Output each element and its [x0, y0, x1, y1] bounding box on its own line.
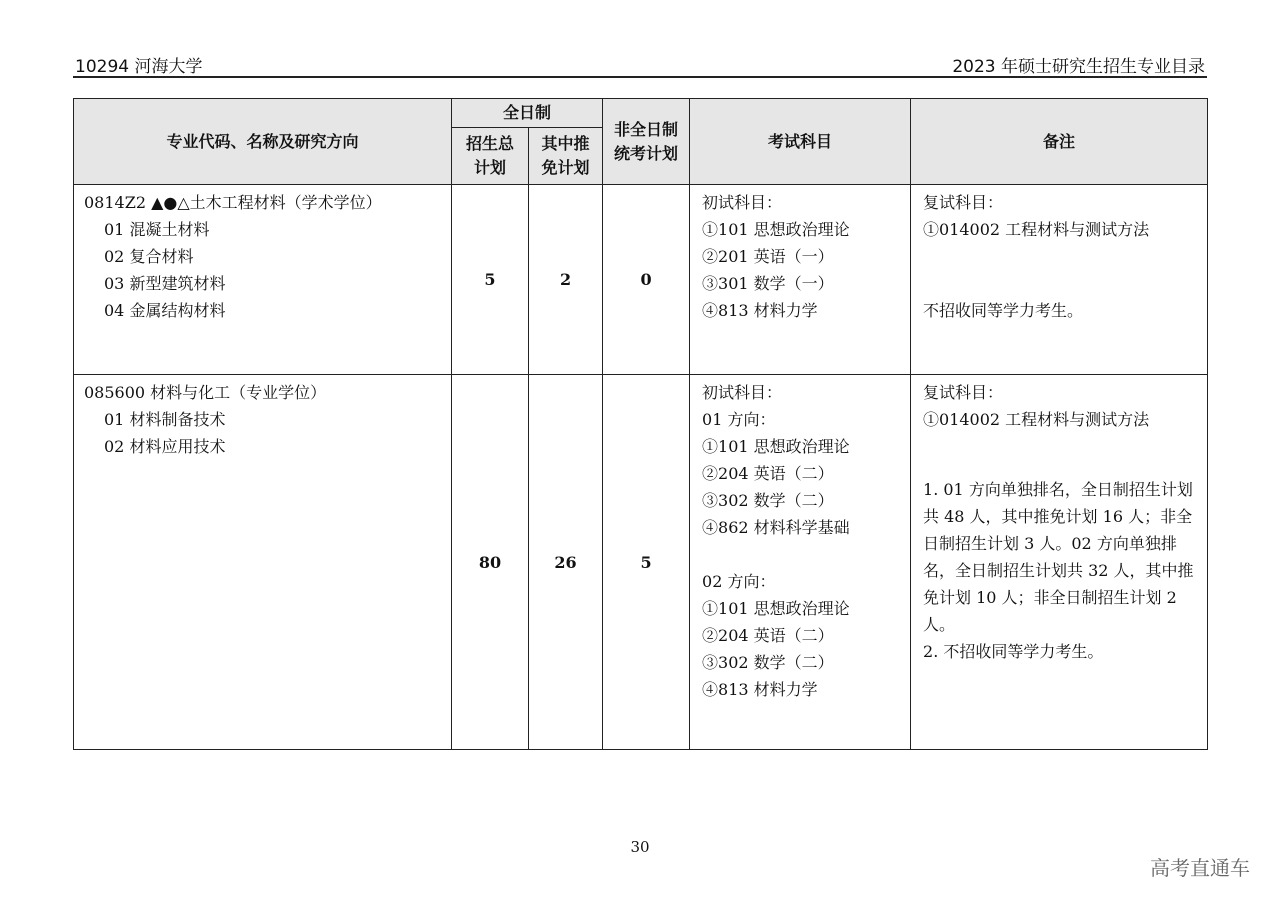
university-name: 10294 河海大学: [75, 57, 203, 77]
exam-cell: [690, 375, 911, 750]
direction-item: 03 新型建筑材料: [104, 274, 226, 293]
exam-line: ③302 数学（二）: [702, 491, 834, 510]
total-plan-value: 5: [452, 185, 529, 375]
notes-title: 复试科目：: [923, 193, 1004, 212]
page-header: [73, 50, 1207, 78]
exam-line: ③301 数学（一）: [702, 274, 834, 293]
exam-line: ④813 材料力学: [702, 301, 818, 320]
direction-item: 01 材料制备技术: [104, 410, 226, 429]
header-exempt-line1: 其中推: [541, 134, 590, 153]
table-row: [74, 185, 1208, 375]
exam-line: ④813 材料力学: [702, 680, 818, 699]
exam-line: ②201 英语（一）: [702, 247, 834, 266]
exam-line: 01 方向：: [702, 410, 776, 429]
notes-paragraph: 2. 不招收同等学力考生。: [923, 642, 1104, 661]
header-row-1: [74, 99, 1208, 128]
major-cell: [74, 375, 452, 750]
parttime-plan-value: 0: [603, 185, 690, 375]
exam-line: 初试科目：: [702, 193, 783, 212]
watermark: 高考直通车: [1150, 856, 1250, 880]
exam-line: ①101 思想政治理论: [702, 437, 850, 456]
header-total-line1: 招生总: [465, 134, 514, 153]
direction-item: 02 材料应用技术: [104, 437, 226, 456]
notes-title: 复试科目：: [923, 383, 1004, 402]
header-parttime: [603, 99, 690, 185]
exam-line: 初试科目：: [702, 383, 783, 402]
total-plan-value: 80: [452, 375, 529, 750]
header-parttime-line1: 非全日制: [614, 119, 679, 139]
header-exempt-line2: 免计划: [541, 158, 590, 177]
direction-item: 02 复合材料: [104, 247, 194, 266]
major-title: 0814Z2 ▲●△土木工程材料（学术学位）: [84, 193, 382, 212]
header-exam: 考试科目: [690, 99, 911, 185]
notes-cell: [911, 375, 1208, 750]
direction-item: 04 金属结构材料: [104, 301, 226, 320]
header-total-line2: 计划: [473, 158, 506, 177]
parttime-plan-value: 5: [603, 375, 690, 750]
table-row: [74, 375, 1208, 750]
exam-line: ①101 思想政治理论: [702, 599, 850, 618]
major-title: 085600 材料与化工（专业学位）: [84, 383, 327, 402]
exam-line: ②204 英语（二）: [702, 464, 834, 483]
notes-paragraph: 1. 01 方向单独排名，全日制招生计划共 48 人，其中推免计划 16 人；非全日制招生计划 3 人。02 方向单独排名，全日制招生计划共 32 人，其中推免计划 10 人；非全日制招生计划 2 人。: [923, 480, 1194, 634]
notes-extra: 不招收同等学力考生。: [923, 301, 1084, 320]
notes-cell: [911, 185, 1208, 375]
notes-retest: ①014002 工程材料与测试方法: [923, 410, 1150, 429]
notes-retest: ①014002 工程材料与测试方法: [923, 220, 1150, 239]
admissions-table: [73, 98, 1208, 750]
major-cell: [74, 185, 452, 375]
exam-cell: [690, 185, 911, 375]
page-number: 30: [630, 838, 650, 856]
exempt-plan-value: 26: [529, 375, 603, 750]
header-fulltime: 全日制: [452, 99, 603, 128]
header-total-plan: [452, 128, 529, 185]
header-exempt-plan: [529, 128, 603, 185]
exam-line: ④862 材料科学基础: [702, 518, 850, 537]
direction-item: 01 混凝土材料: [104, 220, 210, 239]
exam-line: ③302 数学（二）: [702, 653, 834, 672]
exam-line: ②204 英语（二）: [702, 626, 834, 645]
header-major: 专业代码、名称及研究方向: [74, 99, 452, 185]
exam-line: ①101 思想政治理论: [702, 220, 850, 239]
catalog-title: 2023 年硕士研究生招生专业目录: [952, 57, 1205, 77]
exam-line: 02 方向：: [702, 572, 776, 591]
header-parttime-line2: 统考计划: [614, 143, 679, 163]
header-notes: 备注: [911, 99, 1208, 185]
exempt-plan-value: 2: [529, 185, 603, 375]
